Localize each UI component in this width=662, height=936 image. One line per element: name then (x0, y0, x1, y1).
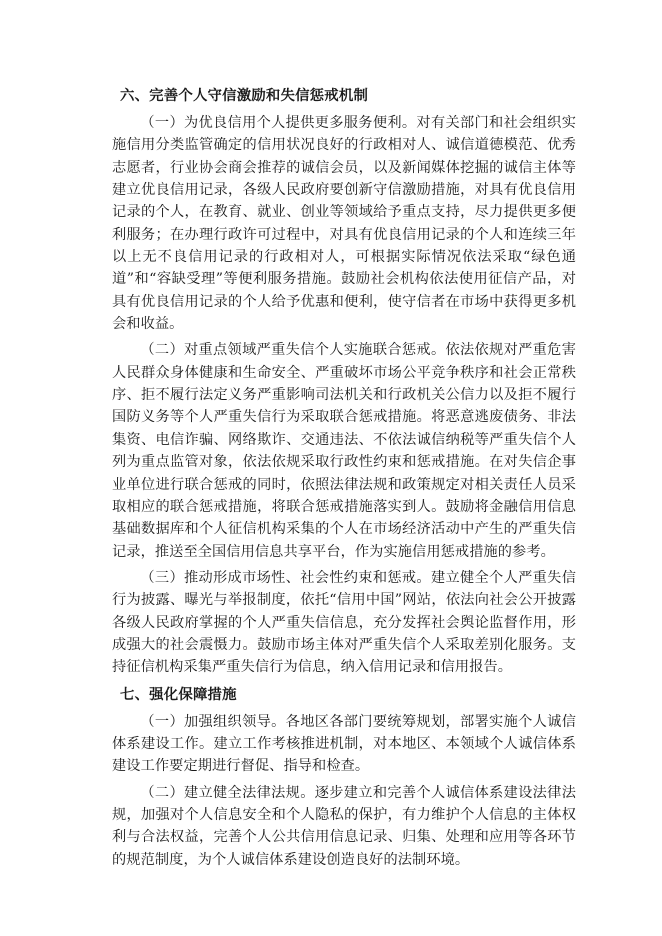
paragraph-organization-leadership: （一）加强组织领导。各地区各部门要统筹规划，部署实施个人诚信体系建设工作。建立工作考核推进机制，对本地区、本领域个人诚信体系建设工作要定期进行督促、指导和检查。 (112, 713, 576, 775)
paragraph-legal-framework: （二）建立健全法律法规。逐步建立和完善个人诚信体系建设法律法规，加强对个人信息安全和个人隐私的保护，有力维护个人信息的主体权利与合法权益，完善个人公共信用信息记录、归集、处理和应用等各环节的规范制度，为个人诚信体系建设创造良好的法制环境。 (112, 784, 576, 868)
paragraph-service-convenience: （一）为优良信用个人提供更多服务便利。对有关部门和社会组织实施信用分类监管确定的信用状况良好的行政相对人、诚信道德模范、优秀志愿者，行业协会商会推荐的诚信会员，以及新闻媒体挖掘的诚信主体等建立优良信用记录，各级人民政府要创新守信激励措施，对具有优良信用记录的个人，在教育、就业、创业等领域给予重点支持，尽力提供更多便利服务；在办理行政许可过程中，对具有优良信用记录的个人和连续三年以上无不良信用记录的行政相对人，可根据实际情况依法采取“绿色通道”和“容缺受理”等便利服务措施。鼓励社会机构依法使用征信产品，对具有优良信用记录的个人给予优惠和便利，使守信者在市场中获得更多机会和收益。 (112, 115, 576, 333)
paragraph-joint-punishment: （二）对重点领域严重失信个人实施联合惩戒。依法依规对严重危害人民群众身体健康和生命安全、严重破坏市场公平竞争秩序和社会正常秩序、拒不履行法定义务严重影响司法机关和行政机关公信力以及拒不履行国防义务等个人严重失信行为采取联合惩戒措施。将恶意逃废债务、非法集资、电信诈骗、网络欺诈、交通违法、不依法诚信纳税等严重失信个人列为重点监管对象，依法依规采取行政性约束和惩戒措施。在对失信企事业单位进行联合惩戒的同时，依照法律法规和政策规定对相关责任人员采取相应的联合惩戒措施，将联合惩戒措施落实到人。鼓励将金融信用信息基础数据库和个人征信机构采集的个人在市场经济活动中产生的严重失信记录，推送至全国信用信息共享平台，作为实施信用惩戒措施的参考。 (112, 342, 576, 560)
paragraph-market-constraints: （三）推动形成市场性、社会性约束和惩戒。建立健全个人严重失信行为披露、曝光与举报制度，依托“信用中国”网站，依法向社会公开披露各级人民政府掌握的个人严重失信信息，充分发挥社会舆论监督作用，形成强大的社会震慑力。鼓励市场主体对严重失信个人采取差别化服务。支持征信机构采集严重失信行为信息，纳入信用记录和信用报告。 (112, 569, 576, 676)
section-heading-seven: 七、强化保障措施 (120, 686, 237, 703)
section-heading-six: 六、完善个人守信激励和失信惩戒机制 (120, 88, 369, 104)
